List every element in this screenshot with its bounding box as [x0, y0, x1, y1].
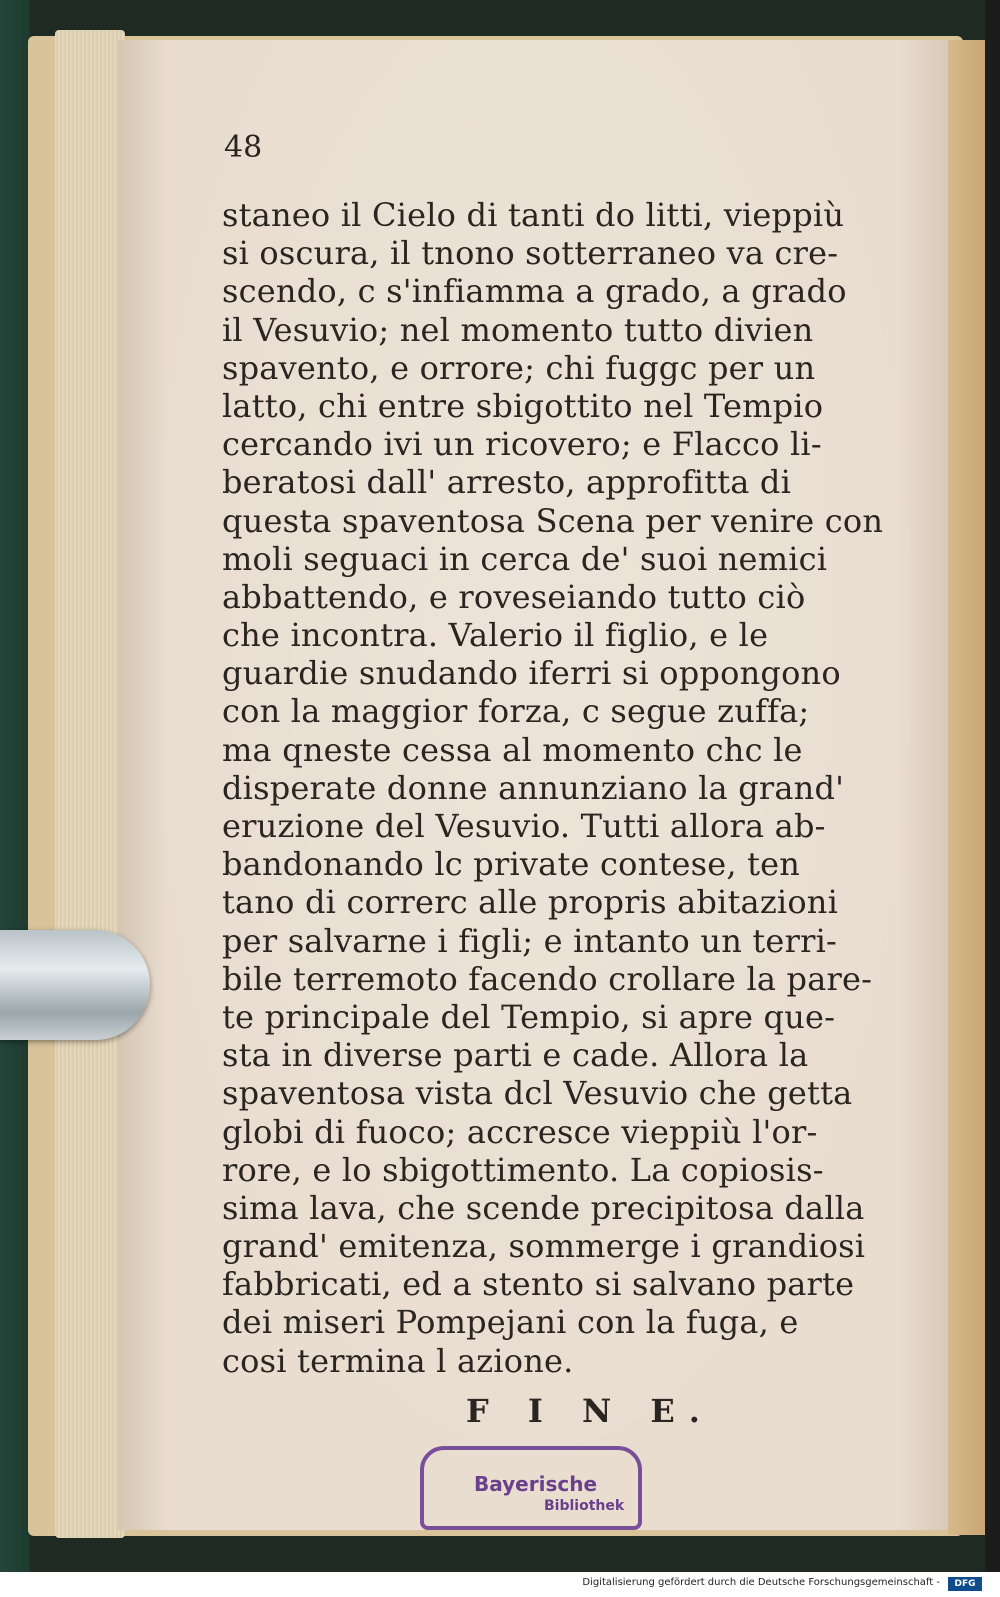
- text-line: sta in diverse parti e cade. Allora la: [222, 1036, 809, 1075]
- text-line: con la maggior forza, c segue zuffa;: [222, 692, 810, 731]
- text-line: latto, chi entre sbigottito nel Tempio: [222, 386, 824, 425]
- text-line: si oscura, il tnono sotterraneo va cre-: [222, 234, 839, 273]
- text-line: questa spaventosa Scena per venire con: [222, 501, 884, 540]
- page-stack: [55, 30, 125, 1538]
- text-line: per salvarne i figli; e intanto un terri-: [222, 921, 838, 960]
- text-line: disperate donne annunziano la grand': [222, 768, 845, 807]
- text-line: tano di correrc alle propris abitazioni: [222, 883, 839, 922]
- text-line: moli seguaci in cerca de' suoi nemici: [222, 539, 828, 578]
- stamp-text-line2: Bibliothek: [544, 1498, 625, 1514]
- text-line: grand' emitenza, sommerge i grandiosi: [222, 1227, 866, 1266]
- scan-left-strip: [0, 0, 30, 1572]
- text-line: ma qneste cessa al momento chc le: [222, 730, 803, 769]
- text-line: bile terremoto facendo crollare la pare-: [222, 959, 873, 998]
- text-line: guardie snudando iferri si oppongono: [222, 654, 841, 693]
- text-line: eruzione del Vesuvio. Tutti allora ab-: [222, 807, 826, 845]
- end-word: F I N E.: [466, 1392, 714, 1430]
- stamp-text-line1: Bayerische: [474, 1472, 598, 1496]
- text-line: spavento, e orrore; chi fuggc per un: [222, 348, 816, 387]
- footer-credit: Digitalisierung gefördert durch die Deutsche Forschungsgemeinschaft -: [582, 1577, 940, 1588]
- text-line: che incontra. Valerio il figlio, e le: [222, 616, 769, 655]
- text-line: rore, e lo sbigottimento. La copiosis-: [222, 1150, 824, 1189]
- text-line: globi di fuoco; accresce vieppiù l'or-: [222, 1112, 818, 1151]
- text-line: bandonando lc private contese, ten: [222, 845, 801, 884]
- body-text: [222, 196, 884, 1380]
- library-stamp: [420, 1446, 642, 1530]
- text-line: cosi termina l azione.: [222, 1341, 574, 1380]
- book-right-edge: [948, 40, 988, 1535]
- scan-right-strip: [985, 0, 1000, 1572]
- text-line: fabbricati, ed a stento si salvano parte: [222, 1265, 855, 1304]
- text-line: cercando ivi un ricovero; e Flacco li-: [222, 425, 822, 464]
- page-holder-clip: [0, 930, 150, 1040]
- text-line: scendo, c s'infiamma a grado, a grado: [222, 272, 847, 311]
- text-line: beratosi dall' arresto, approfitta di: [222, 463, 792, 502]
- footer-bar: [0, 1572, 1000, 1597]
- text-line: te principale del Tempio, si apre que-: [222, 997, 836, 1036]
- dfg-logo: DFG: [948, 1577, 982, 1591]
- text-line: spaventosa vista dcl Vesuvio che getta: [222, 1074, 853, 1113]
- page-number: 48: [224, 130, 263, 165]
- text-line: dei miseri Pompejani con la fuga, e: [222, 1303, 799, 1342]
- text-line: sima lava, che scende precipitosa dalla: [222, 1188, 865, 1227]
- text-line: abbattendo, e roveseiando tutto ciò: [222, 577, 806, 616]
- text-line: il Vesuvio; nel momento tutto divien: [222, 310, 814, 349]
- text-line: staneo il Cielo di tanti do litti, vieppiù: [222, 196, 845, 234]
